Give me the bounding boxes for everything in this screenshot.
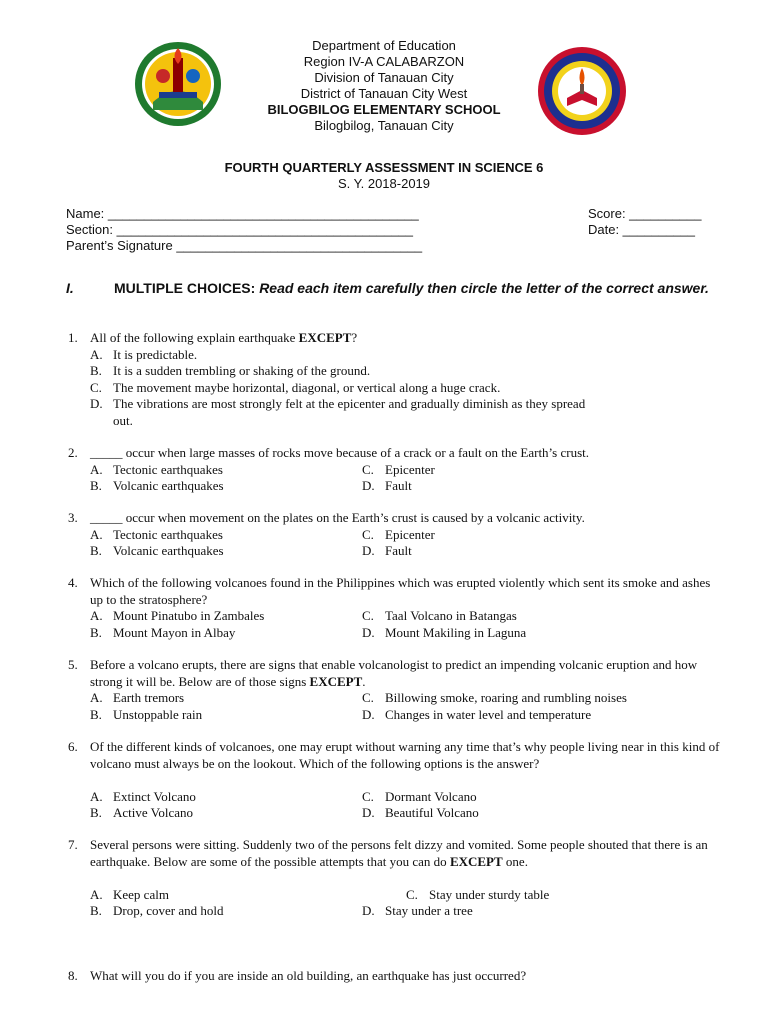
option-b[interactable]: B. Active Volcano (90, 805, 194, 820)
question-number: 8. (68, 968, 78, 983)
exam-title: FOURTH QUARTERLY ASSESSMENT IN SCIENCE 6 (224, 160, 544, 175)
header-line-4: District of Tanauan City West (300, 86, 468, 101)
option-b[interactable]: B. It is a sudden trembling or shaking of the ground. (90, 363, 371, 378)
question-number: 2. (68, 445, 78, 460)
question-stem: _____ occur when large masses of rocks move because of a crack or a fault on the Earth’s crust. (90, 445, 589, 460)
question-number: 3. (68, 510, 78, 525)
question-stem: What will you do if you are inside an old building, an earthquake has just occurred? (90, 968, 527, 983)
score-field[interactable]: Score: __________ (588, 206, 702, 221)
header-line-3: Division of Tanauan City (314, 70, 454, 85)
school-name: BILOGBILOG ELEMENTARY SCHOOL (267, 102, 501, 117)
school-year: S. Y. 2018-2019 (337, 176, 431, 191)
option-b[interactable]: B. Unstoppable rain (90, 706, 203, 722)
name-field[interactable]: Name: ___________________________________________ (66, 206, 419, 221)
parent-signature-field[interactable]: Parent’s Signature __________________________________ (66, 238, 423, 253)
header-line-2: Region IV-A CALABARZON (303, 54, 465, 69)
score-info-fields (588, 206, 701, 238)
option-d[interactable]: D. Stay under a tree (362, 903, 473, 918)
option-d[interactable]: D. Mount Makiling in Laguna (362, 624, 527, 640)
student-info-fields (66, 206, 422, 254)
option-a[interactable]: A. Extinct Volcano (90, 788, 196, 804)
question-stem: Which of the following volcanoes found in the Philippines which was erupted violently which sent its smoke and ashes up to the stratosphere? (90, 575, 711, 607)
question-number: 6. (68, 739, 78, 754)
section-number: I. (66, 280, 74, 296)
option-c[interactable]: C. Dormant Volcano (362, 788, 477, 804)
option-d[interactable]: D. Changes in water level and temperature (362, 706, 592, 722)
option-c[interactable]: C. Billowing smoke, roaring and rumbling noises (362, 690, 627, 705)
option-d[interactable]: D. Fault (362, 478, 412, 493)
option-d[interactable]: D. Beautiful Volcano (362, 805, 479, 820)
option-a[interactable]: A. Earth tremors (90, 690, 185, 705)
school-address: Bilogbilog, Tanauan City (314, 118, 454, 133)
option-a[interactable]: A. Keep calm (90, 886, 169, 902)
section-field[interactable]: Section: _________________________________________ (66, 222, 414, 237)
question-stem: Several persons were sitting. Suddenly two of the persons felt dizzy and vomited. Some people shouted that there is an earthquake. Below are some of the possible attempts that you can do EXCEPT one. (90, 837, 708, 869)
question-number: 5. (68, 657, 78, 672)
option-a[interactable]: A. Mount Pinatubo in Zambales (90, 608, 265, 623)
question-stem: _____ occur when movement on the plates on the Earth’s crust is caused by a volcanic activity. (90, 510, 585, 525)
question-number: 1. (68, 330, 78, 345)
question-stem: Of the different kinds of volcanoes, one may erupt without warning any time that’s why people living near in this kind of volcano must always be on the lookout. Which of the following options is the answer? (90, 739, 720, 771)
option-c[interactable]: C. Epicenter (362, 461, 435, 477)
option-c[interactable]: C. Taal Volcano in Batangas (362, 608, 517, 623)
option-b[interactable]: B. Volcanic earthquakes (90, 543, 224, 558)
option-b[interactable]: B. Drop, cover and hold (90, 903, 224, 918)
header-line-1: Department of Education (312, 38, 456, 53)
question-number: 4. (68, 575, 78, 590)
option-b[interactable]: B. Mount Mayon in Albay (90, 624, 236, 640)
option-a[interactable]: A. It is predictable. (90, 346, 198, 362)
section-title: MULTIPLE CHOICES: (114, 280, 256, 296)
option-c[interactable]: C. Stay under sturdy table (406, 886, 550, 902)
option-c[interactable]: C. Epicenter (362, 526, 435, 542)
option-a[interactable]: A. Tectonic earthquakes (90, 526, 223, 542)
letterhead (0, 38, 768, 134)
option-d[interactable]: D. The vibrations are most strongly felt at the epicenter and gradually diminish as they spread (90, 396, 586, 411)
option-d-continued: out. (113, 412, 133, 428)
option-a[interactable]: A. Tectonic earthquakes (90, 461, 223, 477)
section-instruction (114, 280, 722, 296)
question-stem: Before a volcano erupts, there are signs that enable volcanologist to predict an impending volcanic eruption and how strong it will be. Below are of those signs EXCEPT. (90, 657, 698, 689)
question-stem: All of the following explain earthquake EXCEPT? (90, 330, 358, 345)
date-field[interactable]: Date: __________ (588, 222, 695, 237)
question-number: 7. (68, 837, 78, 852)
option-b[interactable]: B. Volcanic earthquakes (90, 478, 224, 493)
option-d[interactable]: D. Fault (362, 543, 412, 558)
option-c[interactable]: C. The movement maybe horizontal, diagonal, or vertical along a huge crack. (90, 379, 501, 395)
section-directions: Read each item carefully then circle the letter of the correct answer. (259, 280, 709, 296)
